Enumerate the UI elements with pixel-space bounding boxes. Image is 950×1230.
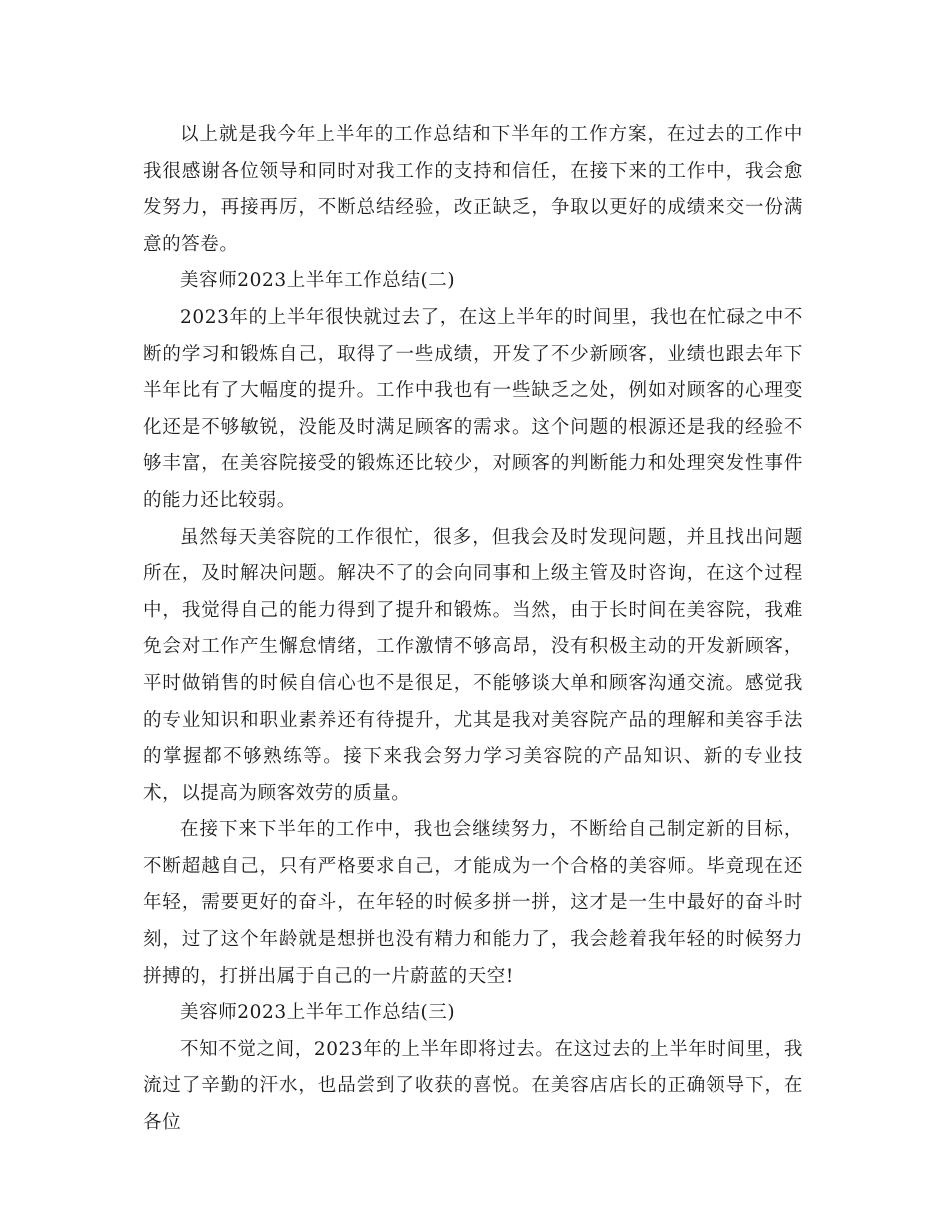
paragraph-section-3-intro: 不知不觉之间，2023年的上半年即将过去。在这过去的上半年时间里，我流过了辛勤的汗水，也品尝到了收获的喜悦。在美容店店长的正确领导下，在各位 bbox=[143, 1038, 803, 1134]
document-body bbox=[143, 117, 803, 1142]
paragraph-closing-remarks: 以上就是我今年上半年的工作总结和下半年的工作方案，在过去的工作中我很感谢各位领导和同时对我工作的支持和信任，在接下来的工作中，我会愈发努力，再接再厉，不断总结经验，改正缺乏，争取以更好的成绩来交一份满意的答卷。 bbox=[143, 124, 803, 255]
section-heading-2: 美容师2023上半年工作总结(二) bbox=[180, 270, 456, 292]
paragraph-second-half-plan: 在接下来下半年的工作中，我也会继续努力，不断给自己制定新的目标，不断超越自己，只有严格要求自己，才能成为一个合格的美容师。毕竟现在还年轻，需要更好的奋斗，在年轻的时候多拼一拼，这才是一生中最好的奋斗时刻，过了这个年龄就是想拼也没有精力和能力了，我会趁着我年轻的时候努力拼搏的，打拼出属于自己的一片蔚蓝的天空! bbox=[143, 819, 803, 987]
paragraph-problems-and-growth: 虽然每天美容院的工作很忙，很多，但我会及时发现问题，并且找出问题所在，及时解决问题。解决不了的会向同事和上级主管及时咨询，在这个过程中，我觉得自己的能力得到了提升和锻炼。当然，由于长时间在美容院，我难免会对工作产生懈怠情绪，工作激情不够高昂，没有积极主动的开发新顾客，平时做销售的时候自信心也不是很足，不能够谈大单和顾客沟通交流。感觉我的专业知识和职业素养还有待提升，尤其是我对美容院产品的理解和美容手法的掌握都不够熟练等。接下来我会努力学习美容院的产品知识、新的专业技术，以提高为顾客效劳的质量。 bbox=[143, 526, 803, 804]
paragraph-first-half-review: 2023年的上半年很快就过去了，在这上半年的时间里，我也在忙碌之中不断的学习和锻炼自己，取得了一些成绩，开发了不少新顾客，业绩也跟去年下半年比有了大幅度的提升。工作中我也有一些缺乏之处，例如对顾客的心理变化还是不够敏锐，没能及时满足顾客的需求。这个问题的根源还是我的经验不够丰富，在美容院接受的锻炼还比较少，对顾客的判断能力和处理突发性事件的能力还比较弱。 bbox=[143, 306, 803, 511]
section-heading-3: 美容师2023上半年工作总结(三) bbox=[180, 1002, 456, 1024]
